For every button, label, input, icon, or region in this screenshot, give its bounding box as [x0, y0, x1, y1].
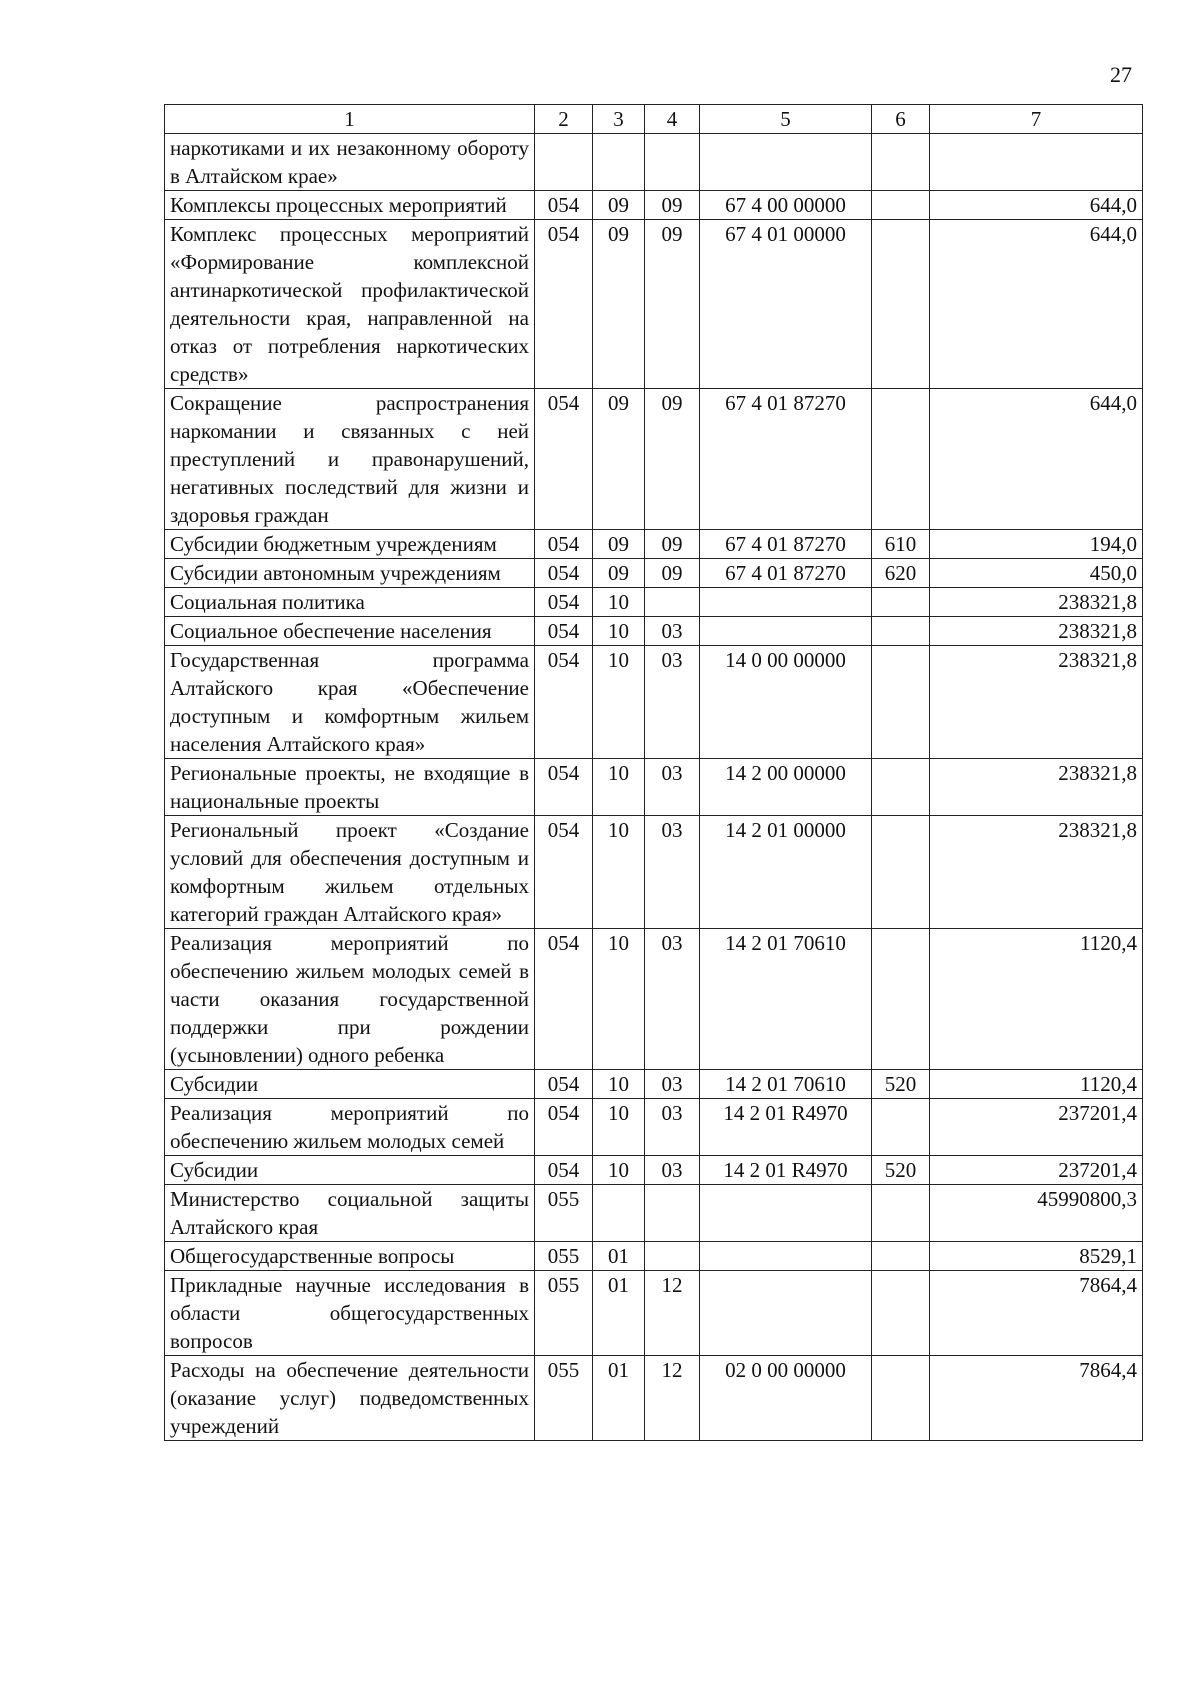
target-article-cell: 14 2 01 R4970 — [700, 1156, 872, 1185]
table-row — [165, 389, 1143, 530]
subsection-cell: 03 — [645, 646, 700, 759]
amount-cell: 450,0 — [930, 559, 1143, 588]
amount-cell: 237201,4 — [930, 1156, 1143, 1185]
admin-code-cell: 055 — [535, 1242, 593, 1271]
expense-type-cell — [872, 1271, 930, 1356]
header-col-7: 7 — [930, 105, 1143, 134]
target-article-cell — [700, 134, 872, 191]
subsection-cell: 12 — [645, 1356, 700, 1441]
amount-cell: 194,0 — [930, 530, 1143, 559]
section-cell: 10 — [593, 1070, 645, 1099]
row-name-cell: Реализация мероприятий по обеспечению жильем молодых семей в части оказания государственной поддержки при рождении (усыновлении) одного ребенка — [165, 929, 535, 1070]
row-name-cell: Сокращение распространения наркомании и связанных с ней преступлений и правонарушений, негативных последствий для жизни и здоровья граждан — [165, 389, 535, 530]
admin-code-cell: 054 — [535, 617, 593, 646]
row-name-cell: Социальная политика — [165, 588, 535, 617]
target-article-cell: 67 4 00 00000 — [700, 191, 872, 220]
expense-type-cell: 610 — [872, 530, 930, 559]
subsection-cell: 03 — [645, 759, 700, 816]
table-row — [165, 134, 1143, 191]
table-row — [165, 191, 1143, 220]
row-name-cell: наркотиками и их незаконному обороту в Алтайском крае» — [165, 134, 535, 191]
amount-cell: 644,0 — [930, 389, 1143, 530]
expense-type-cell — [872, 646, 930, 759]
header-col-4: 4 — [645, 105, 700, 134]
table-row — [165, 1356, 1143, 1441]
section-cell: 10 — [593, 646, 645, 759]
table-row — [165, 759, 1143, 816]
admin-code-cell: 054 — [535, 929, 593, 1070]
section-cell: 10 — [593, 617, 645, 646]
expense-type-cell — [872, 191, 930, 220]
table-row — [165, 530, 1143, 559]
table-row — [165, 1185, 1143, 1242]
expense-type-cell — [872, 389, 930, 530]
target-article-cell: 14 2 01 00000 — [700, 816, 872, 929]
row-name-cell: Субсидии — [165, 1070, 535, 1099]
expense-type-cell — [872, 816, 930, 929]
admin-code-cell: 055 — [535, 1271, 593, 1356]
admin-code-cell: 054 — [535, 389, 593, 530]
section-cell: 09 — [593, 530, 645, 559]
budget-table — [164, 104, 1143, 1441]
admin-code-cell — [535, 134, 593, 191]
subsection-cell: 03 — [645, 1070, 700, 1099]
target-article-cell — [700, 588, 872, 617]
expense-type-cell: 520 — [872, 1070, 930, 1099]
amount-cell: 238321,8 — [930, 816, 1143, 929]
target-article-cell: 14 2 01 R4970 — [700, 1099, 872, 1156]
target-article-cell: 14 2 00 00000 — [700, 759, 872, 816]
expense-type-cell — [872, 1242, 930, 1271]
amount-cell: 1120,4 — [930, 929, 1143, 1070]
row-name-cell: Реализация мероприятий по обеспечению жильем молодых семей — [165, 1099, 535, 1156]
row-name-cell: Комплексы процессных мероприятий — [165, 191, 535, 220]
admin-code-cell: 054 — [535, 816, 593, 929]
admin-code-cell: 054 — [535, 1070, 593, 1099]
admin-code-cell: 055 — [535, 1185, 593, 1242]
table-row — [165, 588, 1143, 617]
row-name-cell: Социальное обеспечение населения — [165, 617, 535, 646]
subsection-cell — [645, 134, 700, 191]
header-col-6: 6 — [872, 105, 930, 134]
expense-type-cell: 520 — [872, 1156, 930, 1185]
row-name-cell: Комплекс процессных мероприятий «Формирование комплексной антинаркотической профилактической деятельности края, направленной на отказ от потребления наркотических средств» — [165, 220, 535, 389]
table-row — [165, 929, 1143, 1070]
subsection-cell — [645, 1242, 700, 1271]
section-cell: 01 — [593, 1242, 645, 1271]
amount-cell — [930, 134, 1143, 191]
section-cell: 10 — [593, 1099, 645, 1156]
admin-code-cell: 054 — [535, 646, 593, 759]
section-cell: 01 — [593, 1271, 645, 1356]
table-row — [165, 816, 1143, 929]
amount-cell: 238321,8 — [930, 759, 1143, 816]
table-row — [165, 1242, 1143, 1271]
table-row — [165, 220, 1143, 389]
row-name-cell: Субсидии — [165, 1156, 535, 1185]
admin-code-cell: 054 — [535, 530, 593, 559]
expense-type-cell — [872, 134, 930, 191]
expense-type-cell — [872, 588, 930, 617]
target-article-cell: 67 4 01 87270 — [700, 530, 872, 559]
subsection-cell: 03 — [645, 617, 700, 646]
header-row — [165, 105, 1143, 134]
expense-type-cell: 620 — [872, 559, 930, 588]
amount-cell: 644,0 — [930, 220, 1143, 389]
target-article-cell — [700, 1242, 872, 1271]
page-number: 27 — [1110, 62, 1132, 87]
amount-cell: 238321,8 — [930, 588, 1143, 617]
table-row — [165, 1099, 1143, 1156]
section-cell: 09 — [593, 559, 645, 588]
section-cell: 09 — [593, 220, 645, 389]
section-cell: 09 — [593, 389, 645, 530]
row-name-cell: Региональные проекты, не входящие в национальные проекты — [165, 759, 535, 816]
admin-code-cell: 054 — [535, 220, 593, 389]
amount-cell: 237201,4 — [930, 1099, 1143, 1156]
amount-cell: 7864,4 — [930, 1271, 1143, 1356]
row-name-cell: Прикладные научные исследования в области общегосударственных вопросов — [165, 1271, 535, 1356]
section-cell — [593, 1185, 645, 1242]
table-row — [165, 646, 1143, 759]
table-row — [165, 1156, 1143, 1185]
admin-code-cell: 055 — [535, 1356, 593, 1441]
row-name-cell: Государственная программа Алтайского края «Обеспечение доступным и комфортным жильем населения Алтайского края» — [165, 646, 535, 759]
amount-cell: 7864,4 — [930, 1356, 1143, 1441]
admin-code-cell: 054 — [535, 559, 593, 588]
amount-cell: 238321,8 — [930, 617, 1143, 646]
subsection-cell: 03 — [645, 816, 700, 929]
amount-cell: 45990800,3 — [930, 1185, 1143, 1242]
section-cell: 10 — [593, 1156, 645, 1185]
admin-code-cell: 054 — [535, 1156, 593, 1185]
target-article-cell: 14 2 01 70610 — [700, 929, 872, 1070]
row-name-cell: Министерство социальной защиты Алтайского края — [165, 1185, 535, 1242]
table-row — [165, 1271, 1143, 1356]
expense-type-cell — [872, 1185, 930, 1242]
row-name-cell: Общегосударственные вопросы — [165, 1242, 535, 1271]
row-name-cell: Субсидии автономным учреждениям — [165, 559, 535, 588]
target-article-cell: 14 0 00 00000 — [700, 646, 872, 759]
row-name-cell: Субсидии бюджетным учреждениям — [165, 530, 535, 559]
target-article-cell — [700, 1185, 872, 1242]
expense-type-cell — [872, 929, 930, 1070]
target-article-cell — [700, 1271, 872, 1356]
amount-cell: 238321,8 — [930, 646, 1143, 759]
table-row — [165, 559, 1143, 588]
header-col-2: 2 — [535, 105, 593, 134]
section-cell: 10 — [593, 759, 645, 816]
expense-type-cell — [872, 759, 930, 816]
target-article-cell: 67 4 01 87270 — [700, 559, 872, 588]
subsection-cell: 03 — [645, 1156, 700, 1185]
subsection-cell: 09 — [645, 191, 700, 220]
admin-code-cell: 054 — [535, 759, 593, 816]
subsection-cell: 09 — [645, 389, 700, 530]
header-col-3: 3 — [593, 105, 645, 134]
amount-cell: 644,0 — [930, 191, 1143, 220]
section-cell: 10 — [593, 816, 645, 929]
subsection-cell — [645, 588, 700, 617]
section-cell: 01 — [593, 1356, 645, 1441]
amount-cell: 1120,4 — [930, 1070, 1143, 1099]
row-name-cell: Региональный проект «Создание условий для обеспечения доступным и комфортным жильем отдельных категорий граждан Алтайского края» — [165, 816, 535, 929]
subsection-cell: 03 — [645, 929, 700, 1070]
target-article-cell: 02 0 00 00000 — [700, 1356, 872, 1441]
section-cell: 10 — [593, 588, 645, 617]
target-article-cell — [700, 617, 872, 646]
subsection-cell: 12 — [645, 1271, 700, 1356]
expense-type-cell — [872, 1356, 930, 1441]
subsection-cell: 09 — [645, 559, 700, 588]
expense-type-cell — [872, 1099, 930, 1156]
admin-code-cell: 054 — [535, 1099, 593, 1156]
subsection-cell: 09 — [645, 220, 700, 389]
target-article-cell: 14 2 01 70610 — [700, 1070, 872, 1099]
target-article-cell: 67 4 01 00000 — [700, 220, 872, 389]
subsection-cell: 09 — [645, 530, 700, 559]
subsection-cell — [645, 1185, 700, 1242]
expense-type-cell — [872, 617, 930, 646]
admin-code-cell: 054 — [535, 191, 593, 220]
section-cell: 10 — [593, 929, 645, 1070]
header-col-5: 5 — [700, 105, 872, 134]
table-row — [165, 617, 1143, 646]
table-row — [165, 1070, 1143, 1099]
section-cell: 09 — [593, 191, 645, 220]
row-name-cell: Расходы на обеспечение деятельности (оказание услуг) подведомственных учреждений — [165, 1356, 535, 1441]
subsection-cell: 03 — [645, 1099, 700, 1156]
amount-cell: 8529,1 — [930, 1242, 1143, 1271]
expense-type-cell — [872, 220, 930, 389]
admin-code-cell: 054 — [535, 588, 593, 617]
target-article-cell: 67 4 01 87270 — [700, 389, 872, 530]
header-col-1: 1 — [165, 105, 535, 134]
section-cell — [593, 134, 645, 191]
